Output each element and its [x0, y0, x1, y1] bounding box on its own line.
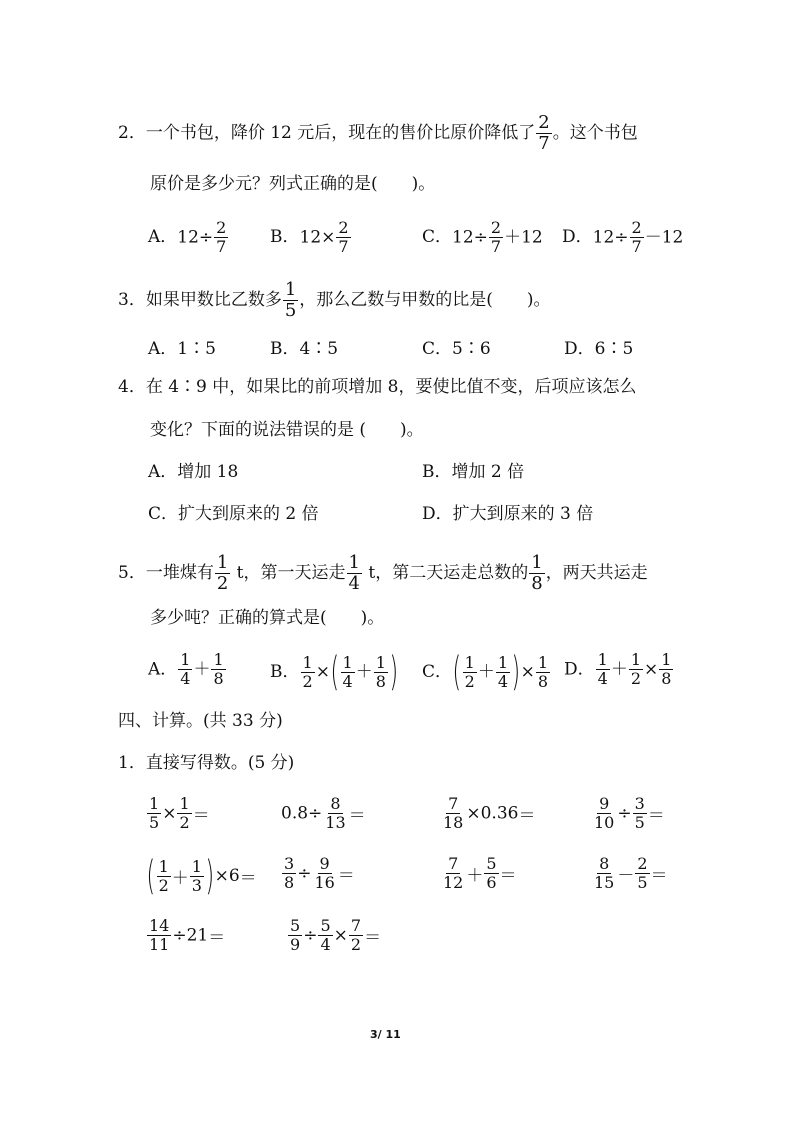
fraction — [659, 652, 673, 687]
q5-text: ，两天共运走 — [545, 563, 648, 583]
q5-option-a[interactable] — [148, 652, 227, 687]
fraction — [441, 856, 465, 891]
fraction — [177, 796, 191, 831]
fraction — [147, 918, 171, 953]
expr: 12÷ — [452, 227, 488, 248]
fraction — [463, 652, 477, 691]
num: 2 — [338, 218, 349, 237]
q3-text: 3．如果甲数比乙数多 — [118, 290, 282, 310]
q3-option-c[interactable]: C．5∶6 — [422, 339, 491, 359]
q3-option-a[interactable]: A．1∶5 — [148, 339, 216, 359]
q2-line1 — [118, 114, 638, 153]
den: 2 — [179, 813, 190, 832]
equals: ＝ — [239, 868, 257, 889]
right-paren: ) — [205, 853, 215, 899]
den: 4 — [497, 671, 508, 691]
divide: ÷ — [297, 863, 312, 884]
q4-option-b[interactable]: B．增加 2 倍 — [422, 462, 525, 482]
den: 8 — [213, 669, 224, 688]
den: 6 — [486, 873, 497, 892]
expr: ×6 — [214, 866, 240, 886]
den: 7 — [216, 237, 227, 256]
plus: ＋ — [610, 659, 628, 680]
den: 2 — [350, 935, 362, 954]
fraction — [312, 856, 336, 891]
num: 1 — [661, 650, 672, 669]
den: 2 — [630, 669, 642, 688]
fraction — [288, 918, 302, 953]
plus: ＋ — [171, 868, 189, 889]
num: 1 — [537, 652, 549, 672]
times: × — [162, 803, 177, 824]
equals: ＝ — [518, 806, 536, 826]
divide: ÷ — [303, 925, 318, 946]
q2-option-b[interactable] — [270, 220, 352, 255]
equals: ＝ — [192, 806, 210, 826]
equals: ＝ — [647, 806, 665, 826]
q5-fraction-1 — [215, 554, 230, 593]
num: 2 — [637, 854, 648, 873]
fraction — [178, 652, 192, 687]
label: D． — [562, 227, 593, 247]
q4-option-c[interactable]: C．扩大到原来的 2 倍 — [148, 504, 319, 524]
den: 4 — [320, 935, 331, 954]
expr: 12÷ — [592, 227, 629, 248]
den: 7 — [338, 237, 349, 256]
subsection-title: 1．直接写得数。(5 分) — [118, 753, 295, 773]
den: 3 — [191, 875, 202, 895]
num: 1 — [630, 650, 642, 669]
equals: ＝ — [650, 866, 668, 886]
num: 1 — [216, 552, 229, 573]
fraction — [318, 918, 332, 953]
q5-fraction-2 — [347, 554, 362, 593]
q2-option-d[interactable] — [562, 220, 683, 255]
fraction — [592, 856, 616, 891]
calc-1 — [146, 796, 210, 831]
num: 8 — [330, 794, 341, 813]
den: 2 — [464, 671, 475, 691]
den: 11 — [149, 935, 170, 954]
num: 5 — [486, 854, 497, 873]
calc-2 — [281, 796, 366, 831]
num: 5 — [290, 916, 301, 935]
expr-post: ＋12 — [504, 227, 543, 248]
den: 2 — [216, 573, 229, 594]
num: 1 — [597, 650, 608, 669]
den: 8 — [284, 873, 295, 892]
left-paren: ( — [330, 649, 340, 695]
fraction — [629, 652, 643, 687]
equals: ＝ — [337, 866, 355, 886]
den: 4 — [348, 573, 360, 594]
calc-9 — [146, 918, 225, 953]
q5-option-c[interactable] — [422, 649, 551, 695]
calc-7 — [440, 856, 517, 891]
fraction — [349, 918, 363, 953]
den: 5 — [637, 873, 648, 892]
num: 14 — [149, 916, 170, 935]
q5-option-d[interactable] — [564, 652, 674, 687]
den: 16 — [314, 873, 335, 892]
num: 1 — [213, 650, 224, 669]
q2-line2: 原价是多少元？列式正确的是( )。 — [150, 174, 436, 194]
plus: ＋ — [355, 662, 373, 682]
label: A． — [148, 227, 178, 247]
equals: ＝ — [499, 866, 517, 886]
num: 7 — [448, 794, 459, 813]
den: 5 — [284, 300, 297, 321]
num: 1 — [464, 652, 475, 672]
q5-option-b[interactable] — [270, 649, 399, 695]
fraction — [592, 796, 616, 831]
label: B． — [270, 662, 300, 682]
calc-5 — [146, 853, 257, 899]
times: × — [644, 659, 659, 680]
num: 1 — [497, 652, 508, 672]
den: 9 — [290, 935, 301, 954]
fraction — [190, 856, 204, 895]
fraction — [596, 652, 610, 687]
times: × — [520, 662, 535, 682]
den: 2 — [302, 671, 313, 691]
fraction — [635, 856, 649, 891]
fraction — [489, 220, 503, 255]
num: 7 — [448, 854, 459, 873]
calc-10 — [287, 918, 381, 953]
num: 1 — [375, 652, 386, 672]
den: 4 — [342, 671, 353, 691]
den: 13 — [325, 813, 346, 832]
equals: ＝ — [364, 928, 382, 948]
expr: 12× — [299, 227, 336, 248]
q5-line1 — [118, 554, 648, 593]
den: 4 — [180, 669, 191, 688]
times: × — [333, 925, 348, 946]
fraction — [633, 796, 647, 831]
calc-3 — [440, 796, 535, 831]
num: 1 — [302, 652, 313, 672]
expr: 0.8÷ — [281, 803, 323, 824]
num: 1 — [348, 552, 360, 573]
plus: ＋ — [466, 866, 484, 886]
section-title: 四、计算。(共 33 分) — [118, 711, 283, 731]
num: 3 — [284, 854, 295, 873]
label: D． — [564, 659, 595, 680]
den: 8 — [375, 671, 386, 691]
den: 5 — [149, 813, 160, 832]
q4-option-d[interactable]: D．扩大到原来的 3 倍 — [422, 504, 594, 524]
q3-fraction — [283, 281, 298, 320]
label: A． — [148, 659, 178, 680]
plus: ＋ — [477, 662, 495, 682]
fraction — [536, 652, 550, 691]
q5-text: t，第一天运走 — [231, 563, 346, 583]
num: 5 — [320, 916, 331, 935]
fraction — [341, 652, 355, 691]
q2-text-end: 。这个书包 — [552, 123, 638, 143]
q2-option-c[interactable] — [422, 220, 543, 255]
den: 7 — [538, 133, 550, 154]
num: 1 — [342, 652, 353, 672]
fraction — [301, 652, 315, 691]
den: 8 — [537, 671, 549, 691]
q4-line1: 4．在 4∶9 中，如果比的前项增加 8，要使比值不变，后项应该怎么 — [118, 377, 637, 397]
num: 2 — [216, 218, 227, 237]
num: 1 — [158, 856, 169, 876]
num: 1 — [179, 794, 190, 813]
divide: ÷ — [617, 803, 632, 824]
num: 7 — [350, 916, 362, 935]
equals: ＝ — [348, 806, 366, 826]
equals: ＝ — [208, 928, 226, 948]
den: 18 — [443, 813, 464, 832]
fraction — [374, 652, 388, 691]
expr-post: －12 — [644, 227, 684, 248]
q5-text: 5．一堆煤有 — [118, 563, 214, 583]
fraction — [496, 652, 510, 691]
page-number: 3/ 11 — [370, 1028, 401, 1041]
num: 9 — [599, 794, 610, 813]
num: 1 — [149, 794, 160, 813]
den: 5 — [634, 813, 645, 832]
num: 3 — [634, 794, 645, 813]
den: 12 — [443, 873, 464, 892]
den: 7 — [631, 237, 642, 256]
plus: ＋ — [193, 659, 211, 680]
den: 7 — [490, 237, 502, 256]
q4-option-a[interactable]: A．增加 18 — [148, 462, 239, 482]
q3-option-b[interactable]: B．4∶5 — [270, 339, 339, 359]
den: 10 — [594, 813, 615, 832]
den: 8 — [661, 669, 672, 688]
fraction — [323, 796, 347, 831]
label: C． — [422, 662, 453, 682]
fraction — [484, 856, 498, 891]
fraction — [630, 220, 644, 255]
q5-fraction-3 — [529, 554, 544, 593]
q2-fraction — [536, 114, 551, 153]
fraction — [441, 796, 465, 831]
q2-option-a[interactable] — [148, 220, 229, 255]
expr: ÷21 — [172, 925, 209, 946]
calc-6 — [281, 856, 355, 891]
num: 2 — [490, 218, 502, 237]
num: 2 — [538, 112, 550, 133]
left-paren: ( — [146, 853, 156, 899]
expr: 12÷ — [177, 227, 214, 248]
num: 8 — [599, 854, 610, 873]
num: 1 — [180, 650, 191, 669]
den: 4 — [597, 669, 608, 688]
expr: ×0.36 — [466, 803, 519, 824]
fraction — [214, 220, 228, 255]
left-paren: ( — [452, 649, 462, 695]
right-paren: ) — [389, 649, 399, 695]
num: 1 — [284, 279, 297, 300]
calc-8 — [591, 856, 668, 891]
fraction — [157, 856, 171, 895]
q4-line2: 变化？下面的说法错误的是 ( )。 — [150, 420, 424, 440]
q5-line2: 多少吨？正确的算式是( )。 — [150, 608, 385, 628]
den: 8 — [531, 573, 543, 594]
num: 2 — [631, 218, 642, 237]
q3-text-end: ，那么乙数与甲数的比是( )。 — [299, 290, 551, 310]
den: 2 — [158, 875, 169, 895]
q5-text: t，第二天运走总数的 — [362, 563, 529, 583]
q3-line — [118, 281, 551, 320]
num: 1 — [191, 856, 202, 876]
times: × — [315, 662, 330, 682]
q3-option-d[interactable]: D．6∶5 — [564, 339, 634, 359]
fraction — [211, 652, 225, 687]
minus: － — [617, 866, 635, 886]
label: B． — [270, 227, 300, 247]
fraction — [282, 856, 296, 891]
q2-text: 2．一个书包，降价 12 元后，现在的售价比原价降低了 — [118, 123, 536, 143]
fraction — [336, 220, 350, 255]
num: 9 — [319, 854, 330, 873]
label: C． — [422, 227, 453, 247]
num: 1 — [531, 552, 543, 573]
calc-4 — [591, 796, 665, 831]
fraction — [147, 796, 161, 831]
right-paren: ) — [511, 649, 521, 695]
den: 15 — [594, 873, 615, 892]
